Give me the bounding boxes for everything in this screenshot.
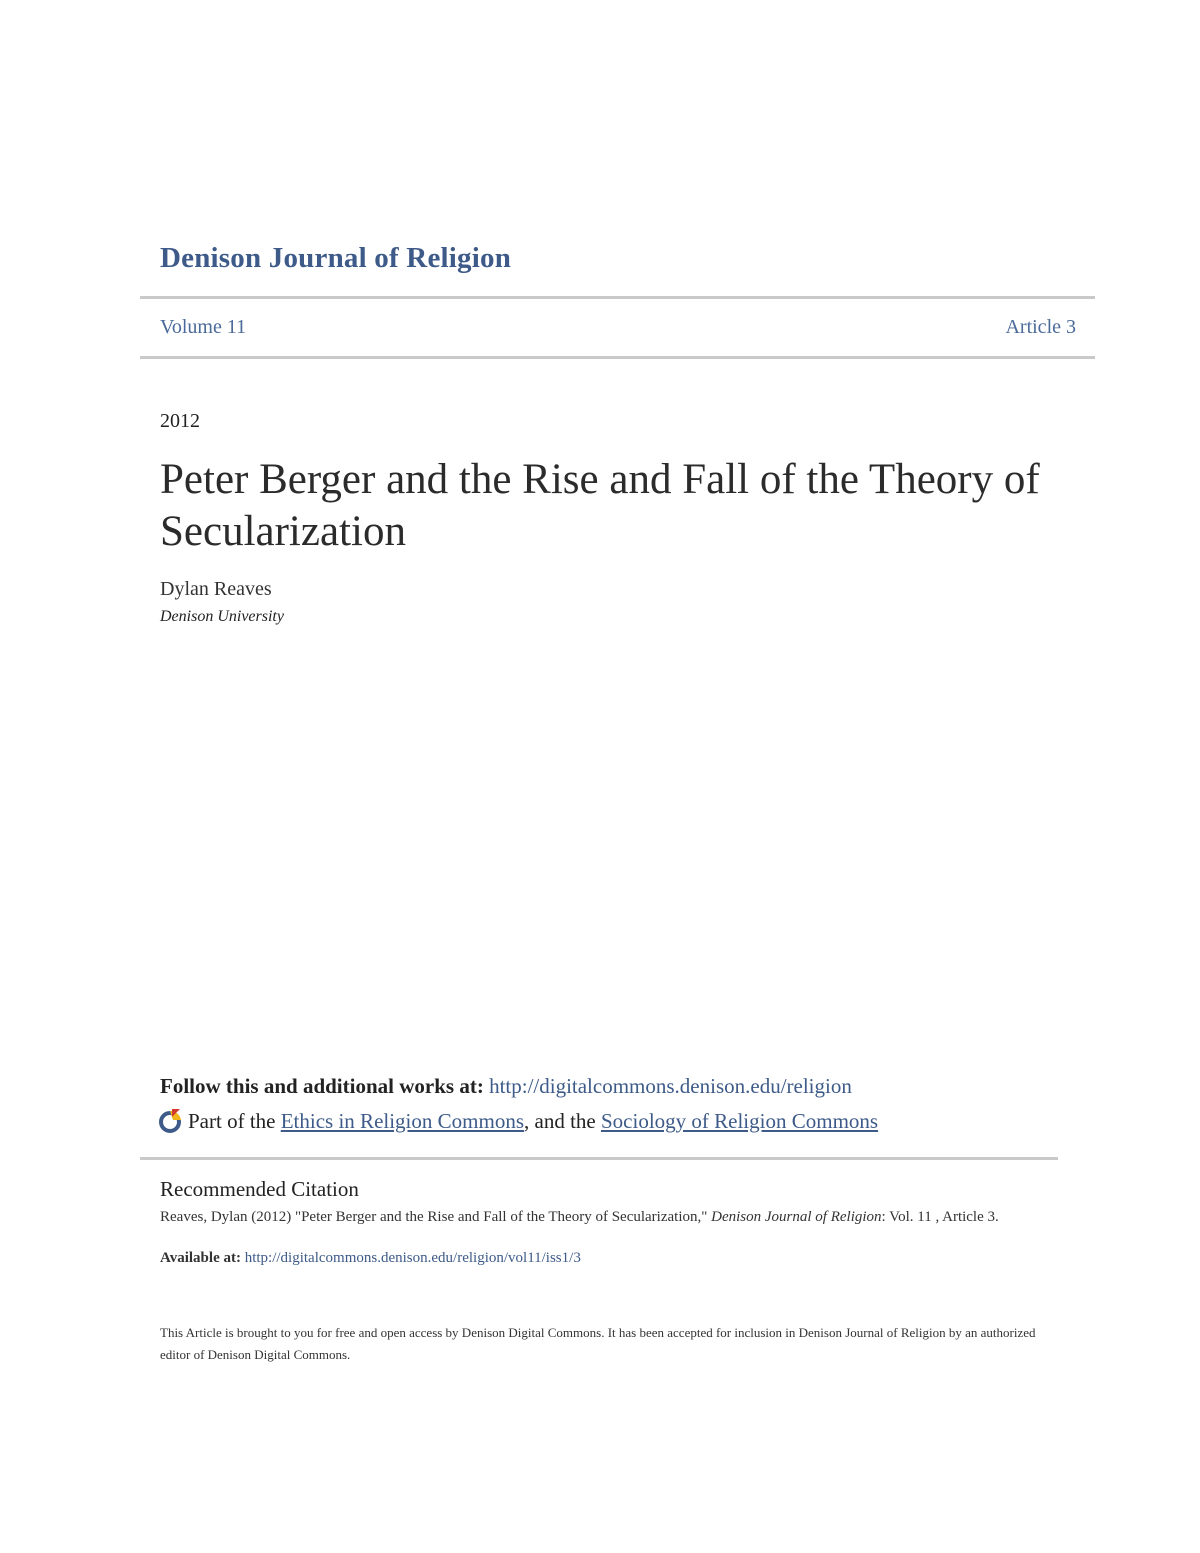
volume-link[interactable]: Volume 11 [160, 316, 247, 338]
citation-text [160, 1207, 1040, 1227]
citation-text-b: : Vol. 11 , Article 3. [881, 1209, 999, 1225]
follow-url-link[interactable]: http://digitalcommons.denison.edu/religion [489, 1074, 852, 1098]
citation-heading: Recommended Citation [160, 1177, 359, 1201]
available-at-line [160, 1250, 581, 1267]
article-title: Peter Berger and the Rise and Fall of the Theory of Secularization [160, 456, 1040, 555]
access-notice: This Article is brought to you for free and open access by Denison Digital Commons. It has been accepted for inclusion in Denison Journal of Religion by an authorized editor of Denison Digital Commons. [160, 1325, 1036, 1362]
bepress-commons-icon [158, 1108, 184, 1134]
header-divider-bottom [140, 356, 1095, 359]
citation-divider [140, 1157, 1058, 1160]
publication-year: 2012 [160, 410, 200, 432]
available-label: Available at: [160, 1250, 241, 1266]
sociology-commons-link[interactable]: Sociology of Religion Commons [600, 1108, 879, 1133]
follow-line [160, 1074, 852, 1099]
follow-label: Follow this and additional works at: [160, 1074, 484, 1098]
header-divider-top [140, 296, 1095, 299]
part-of-prefix: Part of the [188, 1108, 276, 1133]
author-name: Dylan Reaves [160, 578, 272, 600]
part-of-line [160, 1108, 878, 1134]
part-of-middle: , and the [524, 1108, 596, 1133]
available-url-link[interactable]: http://digitalcommons.denison.edu/religion/vol11/iss1/3 [244, 1250, 581, 1266]
citation-text-a: Reaves, Dylan (2012) "Peter Berger and the Rise and Fall of the Theory of Secularization," [160, 1209, 712, 1225]
ethics-commons-link[interactable]: Ethics in Religion Commons [280, 1108, 524, 1133]
author-affiliation: Denison University [160, 608, 284, 625]
citation-journal: Denison Journal of Religion [711, 1209, 882, 1225]
article-link[interactable]: Article 3 [1005, 316, 1076, 338]
journal-title: Denison Journal of Religion [160, 242, 512, 274]
